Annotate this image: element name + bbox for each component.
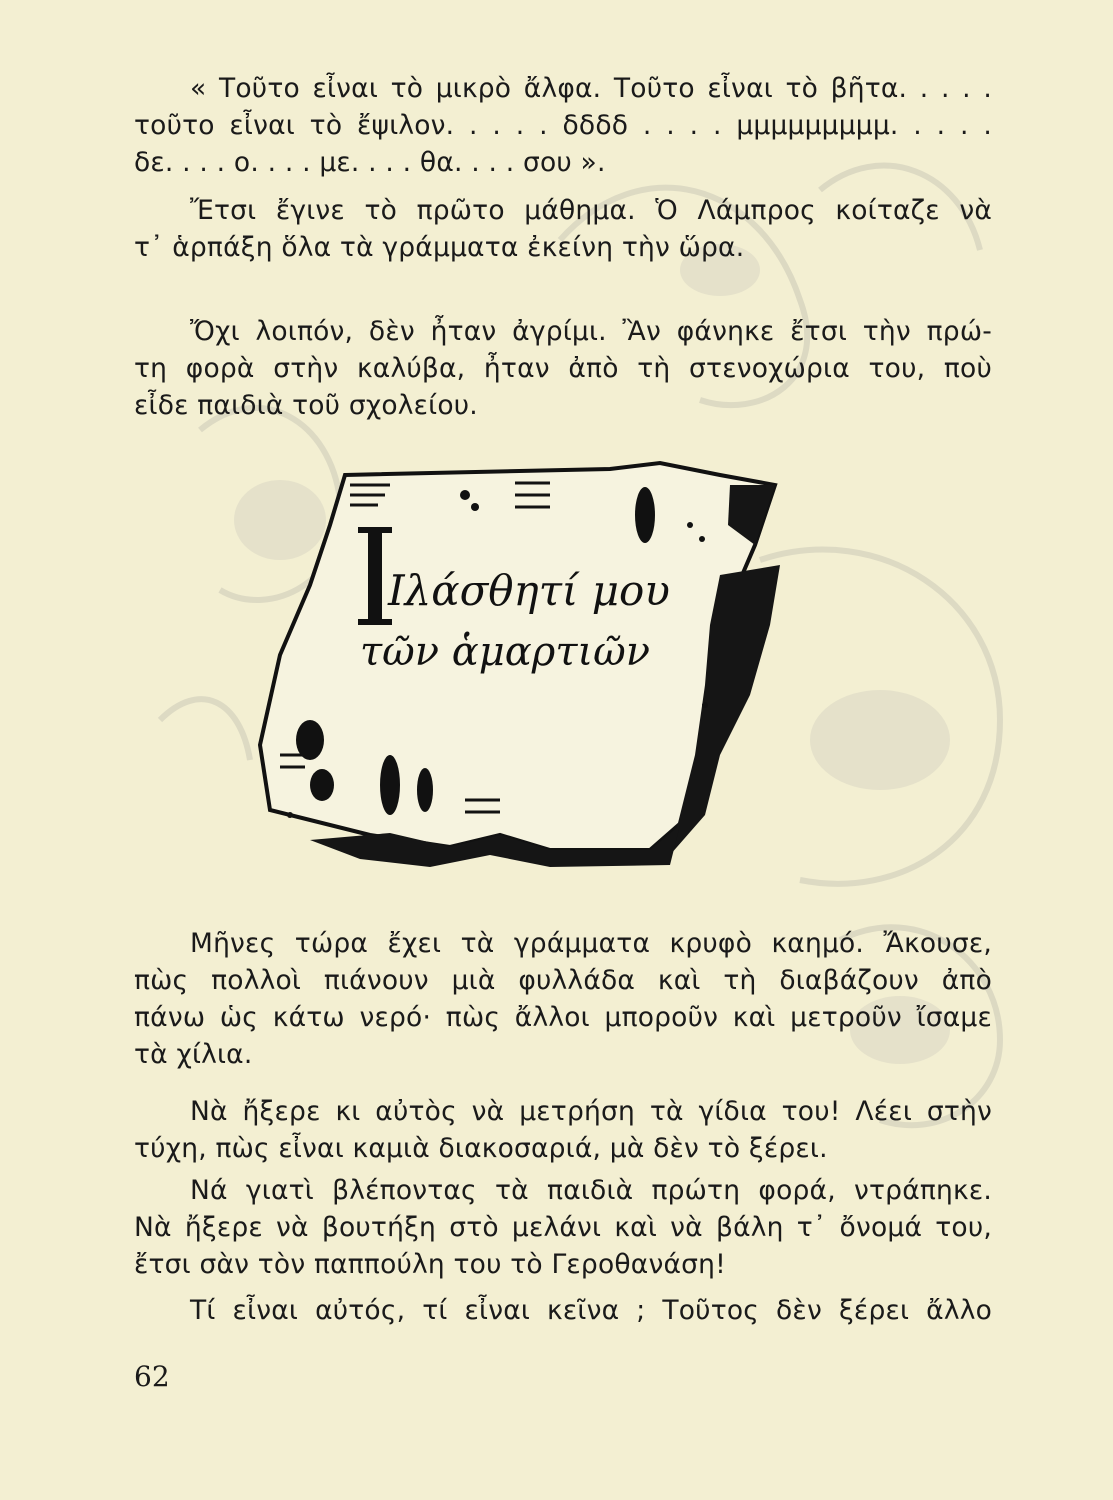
paragraph-6 [134,1172,992,1283]
text-line: τύχη, πὼς εἶναι καμιὰ διακοσαριά, μὰ δὲν τὸ ξέρει. [134,1133,828,1164]
text-line: τη φορὰ στὴν καλύβα, ἦταν ἀπὸ τὴ στενοχώρια του, ποὺ [134,353,992,384]
text-line: Τί εἶναι αὐτός, τί εἶναι κεῖνα ; Τοῦτος δὲν ξέρει ἄλλο [190,1295,992,1326]
text-line: Ἔτσι ἔγινε τὸ πρῶτο μάθημα. Ὁ Λάμπρος κοίταζε νὰ [190,195,992,226]
text-line: Ὄχι λοιπόν, δὲν ἦταν ἀγρίμι. Ἂν φάνηκε ἔτσι τὴν πρώ- [190,316,992,347]
text-line: τοῦτο εἶναι τὸ ἔψιλον. . . . . δδδδ . . . . μμμμμμμμμ. . . . . [134,110,992,141]
paragraph-7 [134,1292,992,1329]
text-line: πάνω ὡς κάτω νερό· πὼς ἄλλοι μποροῦν καὶ μετροῦν ἴσαμε [134,1002,992,1033]
text-line: δε. . . . ο. . . . με. . . . θα. . . . σου ». [134,147,606,178]
text-line: τὰ χίλια. [134,1039,253,1070]
text-line: εἶδε παιδιὰ τοῦ σχολείου. [134,390,478,421]
page-number: 62 [134,1360,170,1393]
text-line: Νὰ ἤξερε κι αὐτὸς νὰ μετρήση τὰ γίδια του! Λέει στὴν [190,1096,992,1127]
paragraph-4 [134,925,992,1073]
text-line: Νὰ ἤξερε νὰ βουτήξη στὸ μελάνι καὶ νὰ βάλη τ᾽ ὄνομά του, [134,1212,992,1243]
inscription-line-2: τῶν ἁμαρτιῶν [360,629,651,675]
paragraph-1 [134,70,992,181]
paragraph-2 [134,192,992,266]
text-line: Μῆνες τώρα ἔχει τὰ γράμματα κρυφὸ καημό. Ἄκουσε, [190,928,992,959]
text-line: « Τοῦτο εἶναι τὸ μικρὸ ἄλφα. Τοῦτο εἶναι τὸ βῆτα. . . . . [190,73,992,104]
torn-paper-illustration [250,455,790,875]
text-line: πὼς πολλοὶ πιάνουν μιὰ φυλλάδα καὶ τὴ διαβάζουν ἀπὸ [134,965,992,996]
paragraph-3 [134,313,992,424]
text-line: ἔτσι σὰν τὸν παππούλη του τὸ Γεροθανάση! [134,1249,726,1280]
paragraph-5 [134,1093,992,1167]
inscription-line-1: Ιλάσθητί μου [388,566,670,615]
text-line: Νά γιατὶ βλέποντας τὰ παιδιὰ πρώτη φορά, ντράπηκε. [190,1175,992,1206]
text-line: τ᾽ ἁρπάξη ὅλα τὰ γράμματα ἐκείνη τὴν ὥρα. [134,232,745,263]
